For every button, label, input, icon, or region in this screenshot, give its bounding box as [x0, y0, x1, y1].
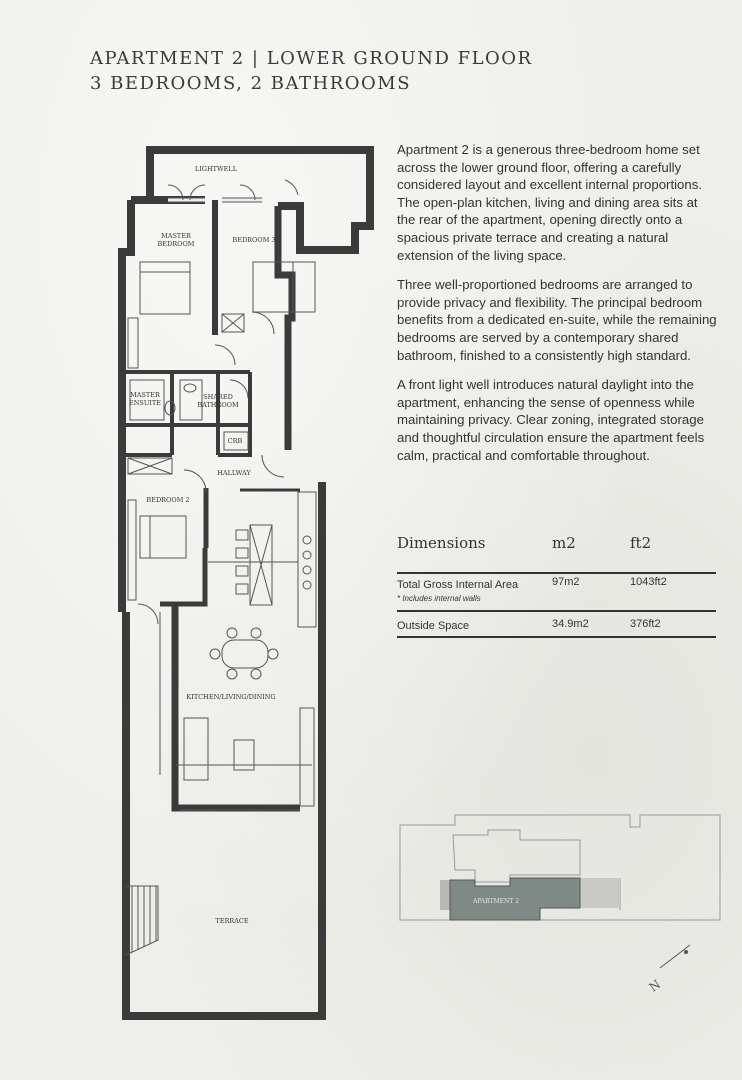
col-m2: m2: [552, 534, 576, 552]
key-plan-label: APARTMENT 2: [472, 898, 520, 905]
dimensions-heading: Dimensions: [397, 534, 486, 552]
dimensions-header: [397, 530, 716, 574]
room-label-master-1: MASTER: [161, 232, 191, 240]
row-m2: 97m2: [552, 576, 580, 588]
description: [397, 141, 717, 476]
room-label-ensuite-2: ENSUITE: [128, 399, 162, 407]
description-paragraph-1: Apartment 2 is a generous three-bedroom home set across the lower ground floor, offering a carefully considered layout and excellent internal proportions. The open-plan kitchen, living and dining area sits at the rear of the apartment, opening directly onto a spacious private terrace and creating a natural extension of the living space.: [397, 142, 702, 263]
row-ft2: 376ft2: [630, 618, 661, 630]
row-ft2: 1043ft2: [630, 576, 667, 588]
room-label-master-2: BEDROOM: [157, 240, 195, 248]
room-label-ensuite-1: MASTER: [130, 391, 160, 399]
row-note: * Includes internal walls: [397, 594, 481, 603]
room-label-shared-2: BATHROOM: [197, 401, 239, 409]
description-paragraph-3: A front light well introduces natural daylight into the apartment, enhancing the sense of openness while maintaining privacy. Clear zoning, integrated storage and thoughtful circulation ensure the apartment feels calm, practical and comfortable throughout.: [397, 377, 705, 463]
title-line-1: APARTMENT 2 | LOWER GROUND FLOOR: [90, 48, 533, 69]
room-label-crb: CRB: [227, 437, 243, 445]
compass-label: N: [646, 977, 664, 995]
compass-icon: [647, 945, 690, 995]
row-label: Total Gross Internal Area: [397, 579, 519, 591]
room-label-terrace: TERRACE: [215, 917, 249, 925]
dimensions-table: [397, 530, 716, 638]
description-paragraph-2: Three well-proportioned bedrooms are arranged to provide privacy and flexibility. The principal bedroom benefits from a dedicated en-suite, while the remaining bedrooms are served by a contemporary shared bathroom, finished to a consistently high standard.: [397, 277, 717, 363]
room-label-bedroom3: BEDROOM 3: [232, 236, 276, 244]
table-row: [397, 612, 716, 638]
room-label-lightwell: LIGHTWELL: [194, 165, 238, 173]
table-row: [397, 574, 716, 612]
room-label-shared-1: SHARED: [203, 393, 233, 401]
room-label-bedroom2: BEDROOM 2: [146, 496, 190, 504]
title-line-2: 3 BEDROOMS, 2 BATHROOMS: [90, 73, 412, 94]
room-label-hallway: HALLWAY: [217, 469, 251, 477]
row-label: Outside Space: [397, 620, 470, 632]
page-title: [90, 46, 533, 96]
row-m2: 34.9m2: [552, 618, 589, 630]
col-ft2: ft2: [630, 534, 652, 552]
room-label-kitchen: KITCHEN/LIVING/DINING: [186, 693, 276, 701]
key-plan: [395, 810, 725, 1000]
floor-plan: [110, 140, 380, 1025]
